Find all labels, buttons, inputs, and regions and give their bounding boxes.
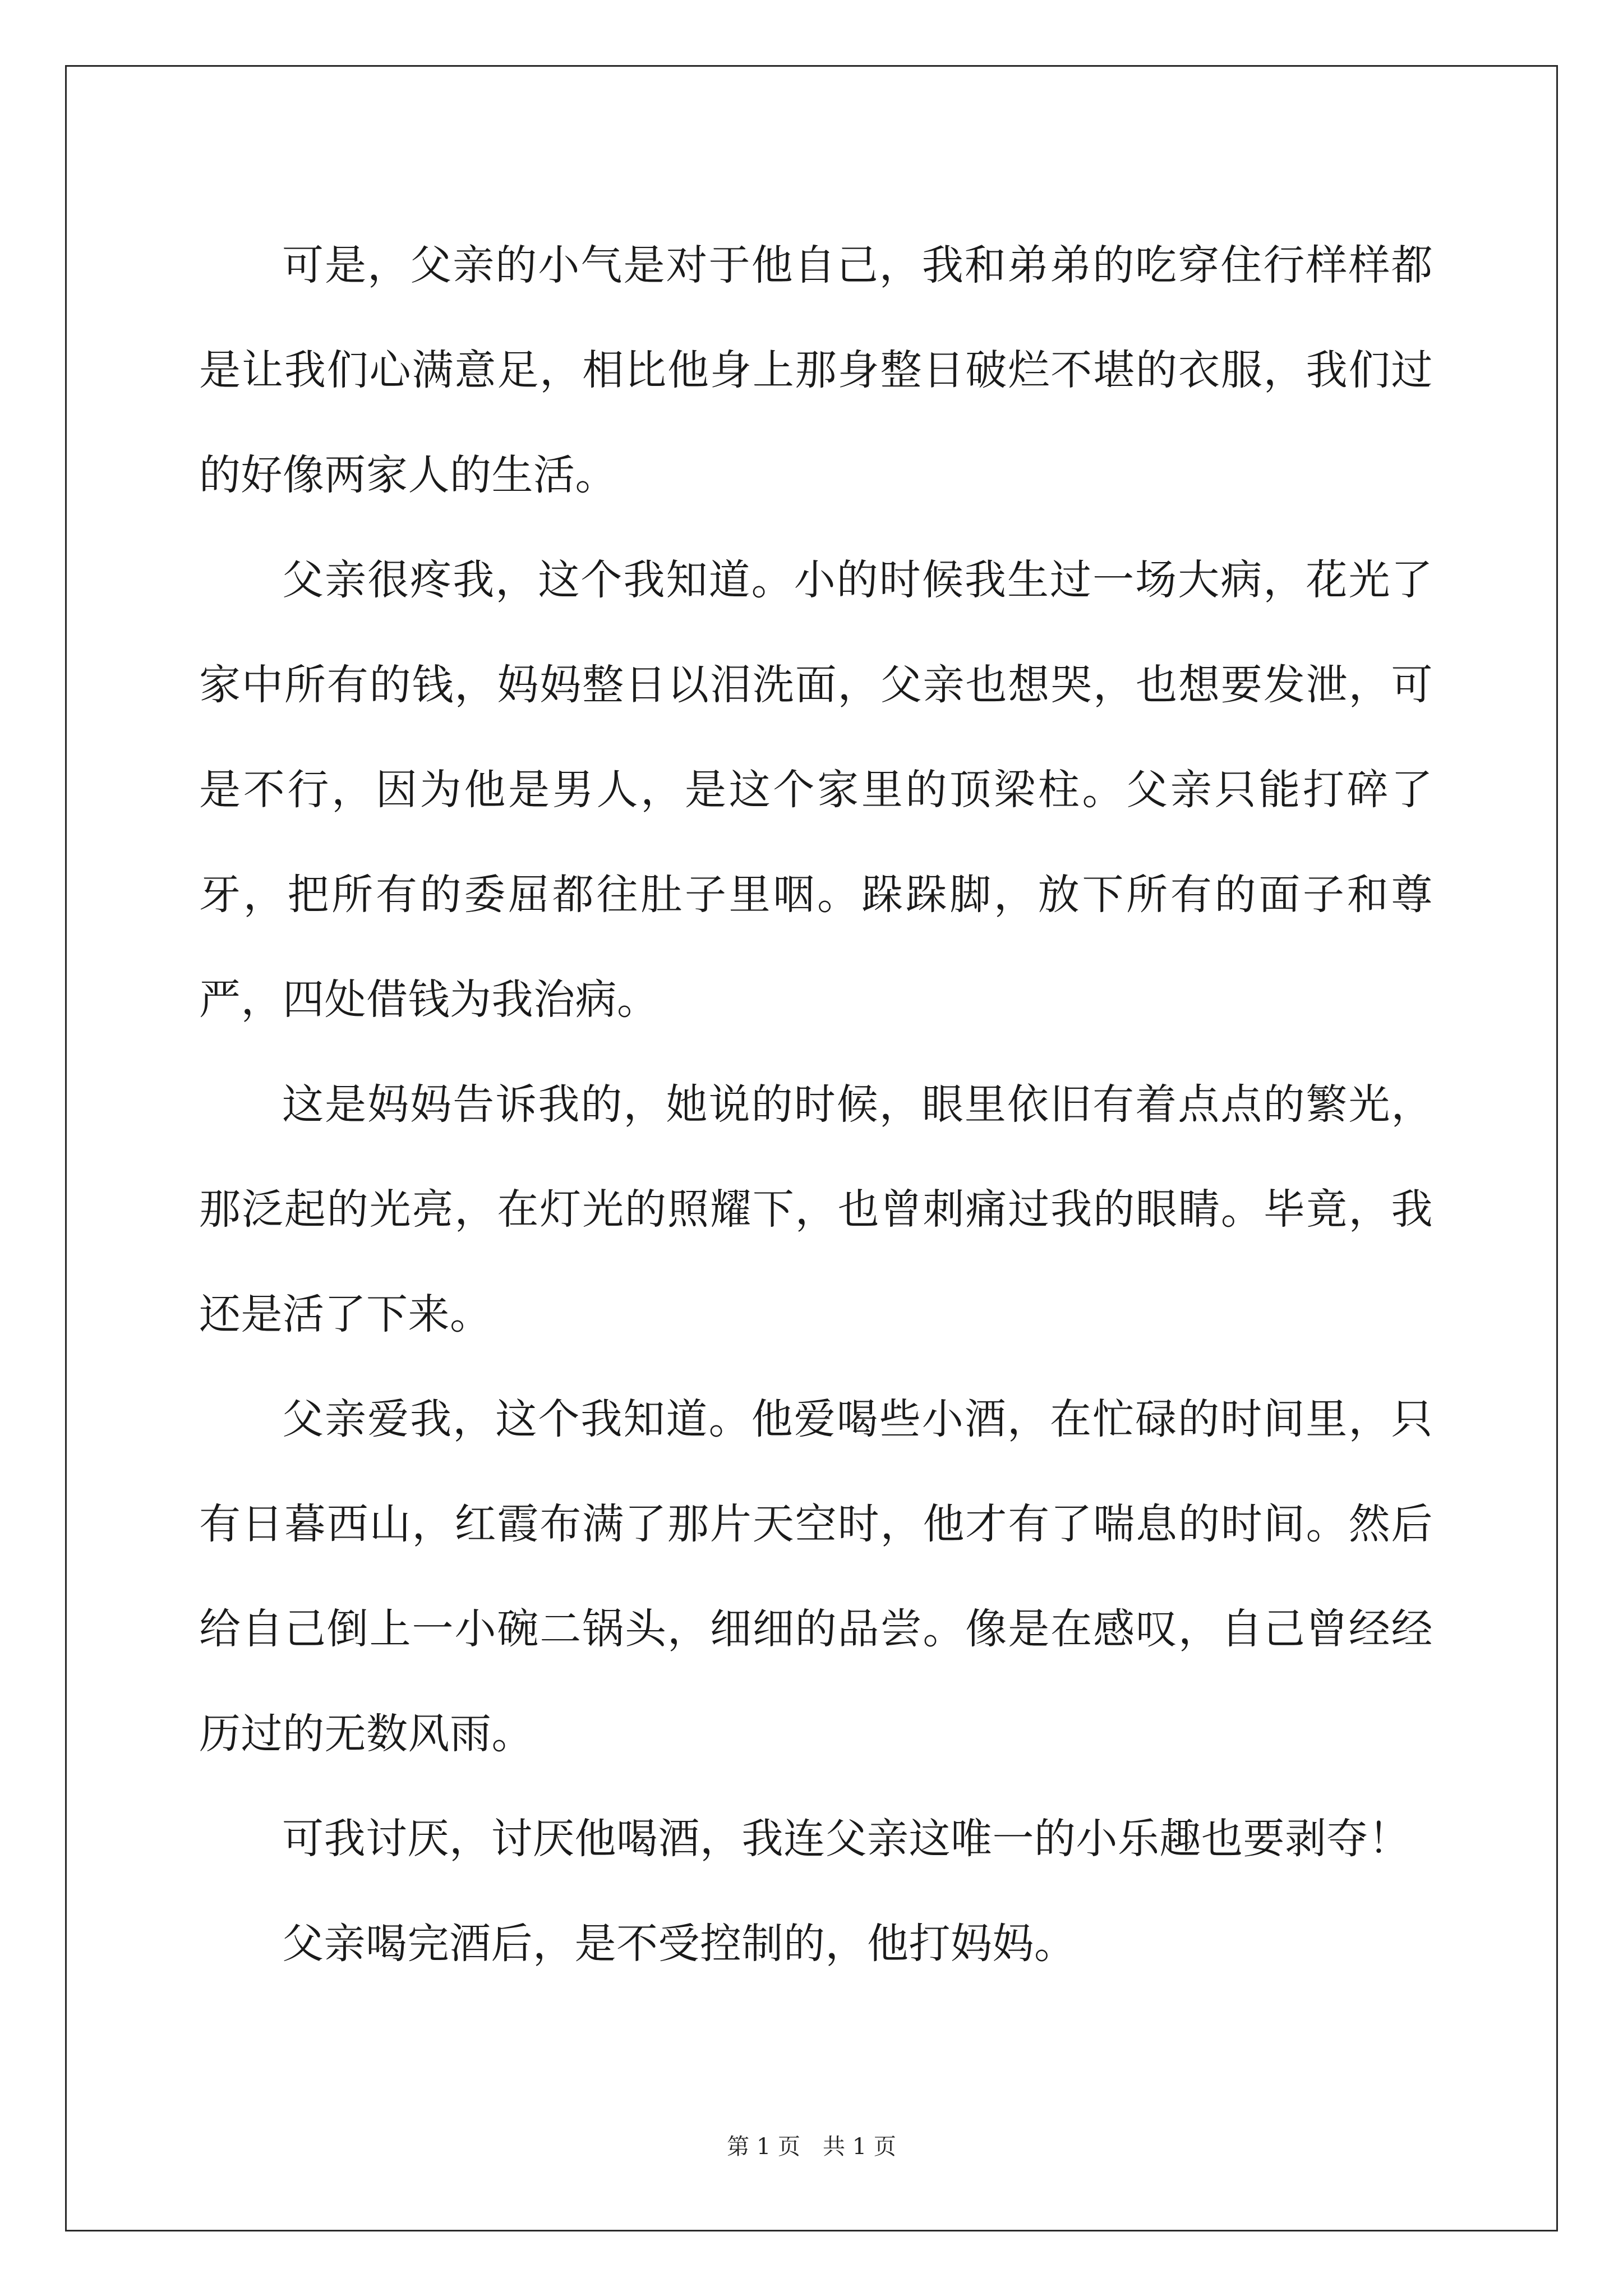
paragraph: 父亲爱我，这个我知道。他爱喝些小酒，在忙碌的时间里，只有日暮西山，红霞布满了那片天空时，他才有了喘息的时间。然后给自己倒上一小碗二锅头，细细的品尝。像是在感叹，自己曾经经历过的无数风雨。	[199, 1395, 1433, 1758]
paragraph: 父亲喝完酒后，是不受控制的，他打妈妈。	[282, 1920, 1076, 1968]
page-number-footer: 第 1 页 共 1 页	[727, 2134, 896, 2160]
paragraph: 可我讨厌，讨厌他喝酒，我连父亲这唯一的小乐趣也要剥夺！	[282, 1815, 1410, 1863]
paragraph: 可是，父亲的小气是对于他自己，我和弟弟的吃穿住行样样都是让我们心满意足，相比他身上那身整日破烂不堪的衣服，我们过的好像两家人的生活。	[199, 241, 1433, 499]
paragraph: 这是妈妈告诉我的，她说的时候，眼里依旧有着点点的繁光，那泛起的光亮，在灯光的照耀下，也曾刺痛过我的眼睛。毕竟，我还是活了下来。	[199, 1080, 1433, 1338]
paragraph: 父亲很疼我，这个我知道。小的时候我生过一场大病，花光了家中所有的钱，妈妈整日以泪洗面，父亲也想哭，也想要发泄，可是不行，因为他是男人，是这个家里的顶梁柱。父亲只能打碎了牙，把所有的委屈都往肚子里咽。跺跺脚，放下所有的面子和尊严，四处借钱为我治病。	[199, 556, 1433, 1024]
document-body	[199, 213, 1433, 1996]
